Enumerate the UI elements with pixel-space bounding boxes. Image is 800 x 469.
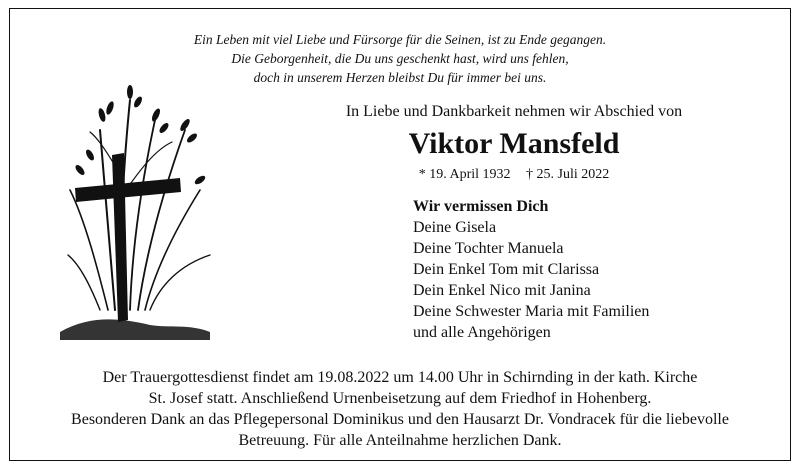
footer-line: Der Trauergottesdienst findet am 19.08.2022 um 14.00 Uhr in Schirnding in der kath. Kirche xyxy=(102,369,698,386)
poem-line: Ein Leben mit viel Liebe und Fürsorge für die Seinen, ist zu Ende gegangen. xyxy=(193,32,607,47)
mourners-list xyxy=(413,196,649,343)
footer-line: Besonderen Dank an das Pflegepersonal Dominikus und den Hausarzt Dr. Vondracek für die liebevolle xyxy=(71,411,729,428)
deceased-name: Viktor Mansfeld xyxy=(408,127,620,160)
farewell-intro: In Liebe und Dankbarkeit nehmen wir Abschied von xyxy=(345,103,683,120)
poem-line: doch in unserem Herzen bleibst Du für immer bei uns. xyxy=(253,70,547,85)
cross-with-grass-icon xyxy=(60,70,220,350)
mourner-line: und alle Angehörigen xyxy=(413,324,551,341)
death-date: † 25. Juli 2022 xyxy=(526,167,610,182)
birth-date: * 19. April 1932 xyxy=(418,167,511,182)
mourners-heading: Wir vermissen Dich xyxy=(413,198,549,215)
footer-line: St. Josef statt. Anschließend Urnenbeisetzung auf dem Friedhof in Hohenberg. xyxy=(148,390,652,407)
service-details xyxy=(0,367,800,451)
mourner-line: Deine Schwester Maria mit Familien xyxy=(413,303,650,320)
mourner-line: Deine Gisela xyxy=(413,219,497,236)
poem-line: Die Geborgenheit, die Du uns geschenkt hast, wird uns fehlen, xyxy=(231,51,569,66)
mourner-line: Dein Enkel Tom mit Clarissa xyxy=(413,261,600,278)
life-dates xyxy=(316,165,712,185)
mourner-line: Deine Tochter Manuela xyxy=(413,240,564,257)
mourner-line: Dein Enkel Nico mit Janina xyxy=(413,282,591,299)
footer-line: Betreuung. Für alle Anteilnahme herzlichen Dank. xyxy=(238,432,562,449)
